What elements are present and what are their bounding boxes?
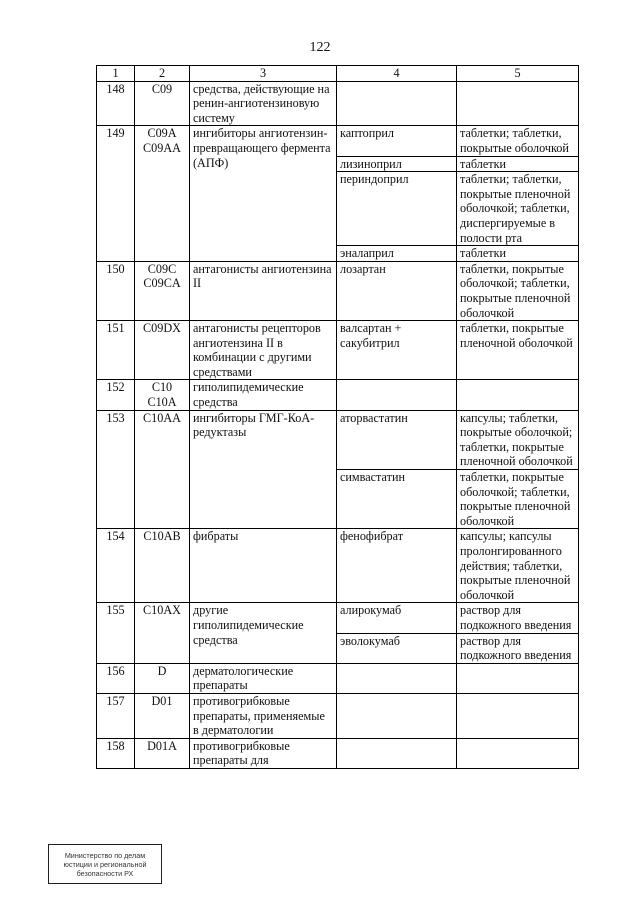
table-row [97, 410, 579, 469]
dosage-form-cell: капсулы; таблетки, покрытые оболочкой; таблетки, покрытые пленочной оболочкой [457, 410, 579, 469]
ministry-stamp [48, 844, 162, 884]
pharm-group-cell: ингибиторы ГМГ-КоА-редуктазы [190, 410, 337, 529]
atc-code-cell: C10AB [135, 529, 190, 603]
row-number-cell: 158 [97, 738, 135, 768]
drug-name-cell [337, 693, 457, 738]
row-number-cell: 157 [97, 693, 135, 738]
row-number-cell: 148 [97, 81, 135, 126]
pharm-group-cell: средства, действующие на ренин-ангиотензиновую систему [190, 81, 337, 126]
dosage-form-cell [457, 693, 579, 738]
table-row [97, 738, 579, 768]
column-header: 2 [135, 66, 190, 82]
table-row [97, 663, 579, 693]
dosage-form-cell [457, 81, 579, 126]
drug-name-cell: эволокумаб [337, 633, 457, 663]
drug-name-cell: эналаприл [337, 246, 457, 262]
table-row [97, 603, 579, 633]
table-row [97, 261, 579, 320]
drug-name-cell: аторвастатин [337, 410, 457, 469]
dosage-form-cell: таблетки; таблетки, покрытые пленочной оболочкой; таблетки, диспергируемые в полости рта [457, 172, 579, 246]
stamp-line: Министерство по делам [64, 850, 146, 860]
atc-code-cell: C10 C10A [135, 380, 190, 410]
dosage-form-cell: таблетки, покрытые пленочной оболочкой [457, 321, 579, 380]
column-header: 1 [97, 66, 135, 82]
drug-name-cell [337, 380, 457, 410]
table-row [97, 529, 579, 603]
pharm-group-cell: другие гиполипидемические средства [190, 603, 337, 663]
drug-name-cell [337, 738, 457, 768]
column-header: 4 [337, 66, 457, 82]
atc-code-cell: C10AX [135, 603, 190, 663]
page-number: 122 [309, 40, 331, 55]
pharm-group-cell: дерматологические препараты [190, 663, 337, 693]
table-row [97, 126, 579, 156]
dosage-form-cell: раствор для подкожного введения [457, 633, 579, 663]
drug-name-cell: периндоприл [337, 172, 457, 246]
dosage-form-cell [457, 738, 579, 768]
drug-list-table [96, 65, 579, 769]
drug-name-cell [337, 81, 457, 126]
atc-code-cell: D [135, 663, 190, 693]
table-row [97, 321, 579, 380]
drug-name-cell: алирокумаб [337, 603, 457, 633]
atc-code-cell: C09 [135, 81, 190, 126]
pharm-group-cell: гиполипидемические средства [190, 380, 337, 410]
row-number-cell: 152 [97, 380, 135, 410]
stamp-line: юстиции и региональной [63, 859, 147, 869]
row-number-cell: 153 [97, 410, 135, 529]
dosage-form-cell: таблетки, покрытые оболочкой; таблетки, покрытые пленочной оболочкой [457, 470, 579, 529]
row-number-cell: 150 [97, 261, 135, 320]
drug-name-cell: фенофибрат [337, 529, 457, 603]
row-number-cell: 155 [97, 603, 135, 663]
dosage-form-cell [457, 663, 579, 693]
drug-name-cell: лозартан [337, 261, 457, 320]
row-number-cell: 149 [97, 126, 135, 261]
pharm-group-cell: антагонисты ангиотензина II [190, 261, 337, 320]
dosage-form-cell: капсулы; капсулы пролонгированного действия; таблетки, покрытые пленочной оболочкой [457, 529, 579, 603]
table-row [97, 693, 579, 738]
atc-code-cell: D01 [135, 693, 190, 738]
atc-code-cell: C10AA [135, 410, 190, 529]
dosage-form-cell: таблетки [457, 156, 579, 172]
column-header: 3 [190, 66, 337, 82]
atc-code-cell: C09A C09AA [135, 126, 190, 261]
atc-code-cell: C09DX [135, 321, 190, 380]
drug-name-cell: лизиноприл [337, 156, 457, 172]
pharm-group-cell: ингибиторы ангиотензин-превращающего фермента (АПФ) [190, 126, 337, 261]
dosage-form-cell [457, 380, 579, 410]
table-row [97, 81, 579, 126]
drug-name-cell: симвастатин [337, 470, 457, 529]
dosage-form-cell: таблетки; таблетки, покрытые оболочкой [457, 126, 579, 156]
atc-code-cell: C09C C09CA [135, 261, 190, 320]
pharm-group-cell: фибраты [190, 529, 337, 603]
table-row [97, 380, 579, 410]
table-header-row [97, 66, 579, 82]
dosage-form-cell: таблетки, покрытые оболочкой; таблетки, покрытые пленочной оболочкой [457, 261, 579, 320]
row-number-cell: 156 [97, 663, 135, 693]
drug-name-cell: валсартан + сакубитрил [337, 321, 457, 380]
row-number-cell: 151 [97, 321, 135, 380]
pharm-group-cell: противогрибковые препараты для [190, 738, 337, 768]
dosage-form-cell: таблетки [457, 246, 579, 262]
atc-code-cell: D01A [135, 738, 190, 768]
drug-name-cell [337, 663, 457, 693]
drug-name-cell: каптоприл [337, 126, 457, 156]
row-number-cell: 154 [97, 529, 135, 603]
dosage-form-cell: раствор для подкожного введения [457, 603, 579, 633]
column-header: 5 [457, 66, 579, 82]
pharm-group-cell: антагонисты рецепторов ангиотензина II в комбинации с другими средствами [190, 321, 337, 380]
stamp-line: безопасности РХ [76, 868, 134, 878]
pharm-group-cell: противогрибковые препараты, применяемые в дерматологии [190, 693, 337, 738]
